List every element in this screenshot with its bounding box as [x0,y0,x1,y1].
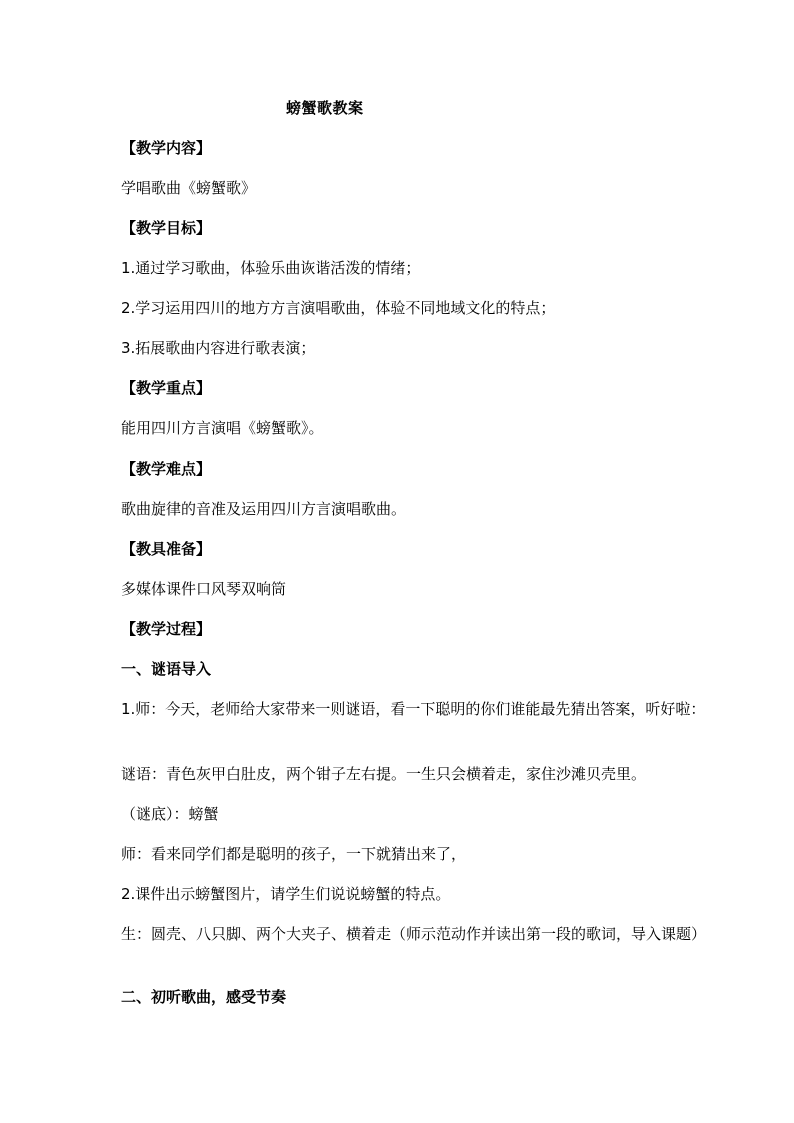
document-title: 螃蟹歌教案 [286,99,364,117]
step1-paragraph-2: 谜语：青色灰甲白肚皮，两个钳子左右提。一生只会横着走，家住沙滩贝壳里。 [121,765,647,783]
difficulty-heading: 【教学难点】 [121,460,212,478]
tools-text: 多媒体课件口风琴双响筒 [121,580,287,598]
focus-text: 能用四川方言演唱《螃蟹歌》。 [121,419,324,437]
focus-heading: 【教学重点】 [121,379,212,397]
goal-item-2: 2.学习运用四川的地方方言演唱歌曲，体验不同地域文化的特点； [121,299,556,317]
step1-paragraph-3: （谜底）：螃蟹 [121,805,219,823]
step1-paragraph-1: 1.师：今天，老师给大家带来一则谜语，看一下聪明的你们谁能最先猜出答案，听好啦： [121,700,706,718]
step1-paragraph-4: 师：看来同学们都是聪明的孩子，一下就猜出来了， [121,845,467,863]
step1-heading: 一、谜语导入 [121,660,212,678]
content-heading: 【教学内容】 [121,139,212,157]
difficulty-text: 歌曲旋律的音准及运用四川方言演唱歌曲。 [121,500,407,518]
step1-paragraph-5: 2.课件出示螃蟹图片，请学生们说说螃蟹的特点。 [121,885,451,903]
goal-item-1: 1.通过学习歌曲，体验乐曲诙谐活泼的情绪； [121,259,421,277]
goal-item-3: 3.拓展歌曲内容进行歌表演； [121,339,316,357]
tools-heading: 【教具准备】 [121,540,212,558]
step1-paragraph-6: 生：圆壳、八只脚、两个大夹子、横着走（师示范动作并读出第一段的歌词，导入课题） [121,925,707,943]
goals-heading: 【教学目标】 [121,219,212,237]
content-text: 学唱歌曲《螃蟹歌》 [121,179,257,197]
step2-heading: 二、初听歌曲，感受节奏 [121,988,287,1006]
process-heading: 【教学过程】 [121,620,212,638]
